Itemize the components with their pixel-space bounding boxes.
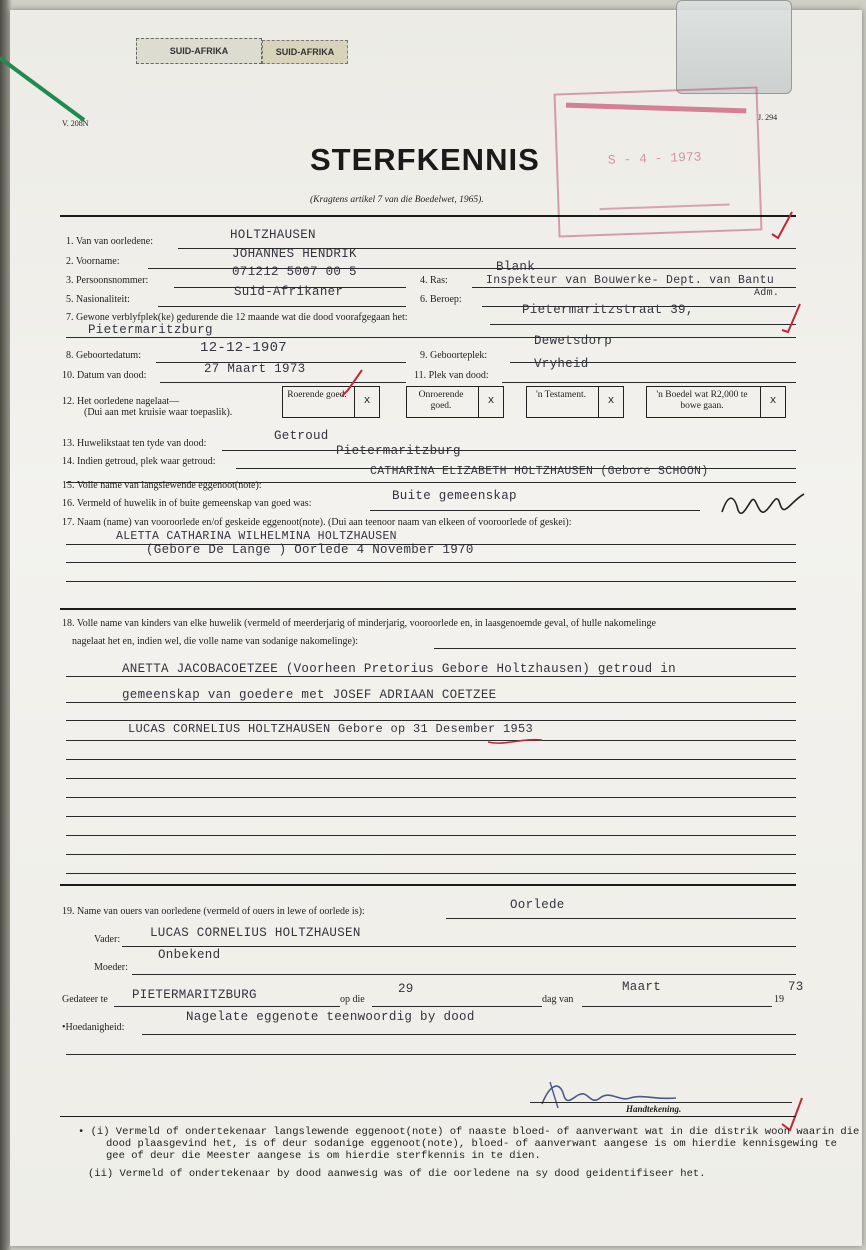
document-page <box>10 10 862 1246</box>
residence-value-cont: Pietermaritzburg <box>88 323 213 337</box>
field-label: 2. Voorname: <box>66 256 120 267</box>
checkbox-label: Onroerende goed. <box>418 390 464 411</box>
child-1-value-cont: gemeenskap van goedere met JOSEF ADRIAAN COETZEE <box>122 688 497 702</box>
signature-line <box>530 1102 792 1103</box>
prior-spouse-value-cont: (Gebore De Lange ) Oorlede 4 November 1970 <box>146 543 474 557</box>
field-label: 16. Vermeld of huwelik in of buite gemeenskap van goed was: <box>62 498 312 509</box>
field-label: 18. Volle name van kinders van elke huwelik (vermeld of meerderjarig of minderjarig, vooroorlede en, in laasgenoemde geval, of hulle nakomelinge <box>62 618 656 629</box>
field-label-cont: nagelaat het en, indien wel, die volle name van sodanige nakomelinge): <box>72 636 359 647</box>
gedateer-label: Gedateer te <box>62 994 108 1005</box>
field-label: Moeder: <box>94 962 128 973</box>
child-1-value: ANETTA JACOBACOETZEE (Voorheen Pretorius Gebore Holtzhausen) getroud in <box>122 662 676 676</box>
year-prefix: 19 <box>774 994 784 1005</box>
id-number-value: 071212 5007 00 5 <box>232 265 357 279</box>
checkbox-mark: x <box>598 387 623 417</box>
prior-spouse-value: ALETTA CATHARINA WILHELMINA HOLTZHAUSEN <box>116 530 397 543</box>
month-value: Maart <box>622 980 662 994</box>
hoedanigheid-label: •Hoedanigheid: <box>62 1022 125 1033</box>
field-underline <box>66 873 796 874</box>
field-underline <box>132 974 796 975</box>
birth-date-value: 12-12-1907 <box>200 340 288 356</box>
marriage-place-value: Pietermaritzburg <box>336 444 461 458</box>
form-code-right: J. 294 <box>758 113 778 122</box>
green-string-icon <box>0 50 100 130</box>
checkbox-testament[interactable] <box>526 386 624 418</box>
field-underline <box>66 835 796 836</box>
footnote-divider <box>60 1116 796 1117</box>
checkbox-immovable-goods[interactable] <box>406 386 504 418</box>
footnote-1: • (i) Vermeld of ondertekenaar langslewende eggenoot(note) of naaste bloed- of aanverwant wat in die distrik woon waarin die <box>78 1126 860 1138</box>
field-underline <box>66 778 796 779</box>
surname-value: HOLTZHAUSEN <box>230 228 316 242</box>
top-border <box>60 215 796 217</box>
checkbox-mark: x <box>354 387 379 417</box>
field-label: 10. Datum van dood: <box>62 370 147 381</box>
residence-value: Pietermaritzstraat 39, <box>522 303 694 317</box>
nationality-value: Suid-Afrikaner <box>234 285 344 299</box>
marriage-property-value: Buite gemeenskap <box>392 489 517 503</box>
field-underline <box>446 918 796 919</box>
death-place-value: Vryheid <box>534 357 589 371</box>
field-underline <box>582 1006 772 1007</box>
red-check-icon <box>340 368 370 400</box>
field-label: 12. Het oorledene nagelaat— <box>62 396 180 407</box>
field-label: Vader: <box>94 934 121 945</box>
mother-value: Onbekend <box>158 948 221 962</box>
field-underline <box>66 854 796 855</box>
red-check-icon <box>768 208 798 244</box>
dag-van-label: dag van <box>542 994 574 1005</box>
field-underline <box>66 759 796 760</box>
field-underline <box>66 562 796 563</box>
field-underline <box>66 797 796 798</box>
checkbox-mark: x <box>760 387 785 417</box>
death-date-value: 27 Maart 1973 <box>204 362 306 376</box>
occupation-value-cont: Adm. <box>754 288 780 299</box>
field-underline <box>472 287 796 288</box>
field-label: 17. Naam (name) van vooroorlede en/of geskeide eggenoot(note). (Dui aan teenoor naam van elkeen of vooroorlede of geskei): <box>62 517 572 528</box>
field-label: 4. Ras: <box>420 275 448 286</box>
field-label: 1. Van van oorledene: <box>66 236 154 247</box>
field-underline <box>66 1054 796 1055</box>
stamp-text: SUID-AFRIKA <box>275 47 335 57</box>
handtekening-label: Handtekening. <box>626 1104 682 1114</box>
field-underline <box>66 337 796 338</box>
section-divider <box>60 884 796 886</box>
race-value: Blank <box>496 260 536 274</box>
footnote-2: (ii) Vermeld of ondertekenaar by dood aanwesig was of die oorledene na sy dood geidentifiseer het. <box>88 1168 706 1180</box>
first-names-value: JOHANNES HENDRIK <box>232 247 357 261</box>
capacity-value: Nagelate eggenote teenwoordig by dood <box>186 1010 475 1024</box>
year-value: 73 <box>788 980 804 994</box>
op-die-label: op die <box>340 994 365 1005</box>
field-underline <box>502 382 796 383</box>
checkbox-estate-value[interactable] <box>646 386 786 418</box>
field-label: 13. Huwelikstaat ten tyde van dood: <box>62 438 207 449</box>
footnote-1-cont: dood plaasgevind het, is of deur sodanige eggenoot(note), bloed- of aanverwant aangese is om hierdie kennisgewing te <box>106 1138 837 1150</box>
field-label: 9. Geboorteplek: <box>420 350 488 361</box>
field-underline <box>222 450 796 451</box>
field-underline <box>66 676 796 677</box>
section-divider <box>60 608 796 610</box>
field-underline <box>158 306 406 307</box>
place-signed-value: PIETERMARITZBURG <box>132 988 257 1002</box>
father-value: LUCAS CORNELIUS HOLTZHAUSEN <box>150 926 361 940</box>
field-underline <box>372 1006 542 1007</box>
field-label: 14. Indien getroud, plek waar getroud: <box>62 456 216 467</box>
checkbox-label: 'n Testament. <box>536 390 586 400</box>
day-value: 29 <box>398 982 414 996</box>
parents-status-value: Oorlede <box>510 898 565 912</box>
handwritten-initials-icon <box>718 484 808 524</box>
stamp-text: SUID-AFRIKA <box>169 46 229 56</box>
field-label: 19. Name van ouers van oorledene (vermeld of ouers in lewe of oorlede is): <box>62 906 365 917</box>
postage-stamp-left <box>136 38 262 64</box>
field-label: 6. Beroep: <box>420 294 462 305</box>
paper-clip-icon <box>676 0 792 94</box>
field-underline <box>66 740 796 741</box>
field-label: 3. Persoonsnommer: <box>66 275 149 286</box>
field-underline <box>66 816 796 817</box>
footnote-1-cont2: gee of deur die Meester aangese is om hierdie sterfkennis in te dien. <box>106 1150 541 1162</box>
field-underline <box>66 702 796 703</box>
red-check-icon <box>778 302 808 338</box>
field-hint: (Dui aan met kruisie waar toepaslik). <box>84 407 233 418</box>
field-underline <box>370 510 700 511</box>
field-underline <box>66 581 796 582</box>
document-title: STERFKENNIS <box>310 142 540 177</box>
marital-status-value: Getroud <box>274 429 329 443</box>
field-underline <box>114 1006 340 1007</box>
stamp-marks-icon <box>556 89 761 236</box>
document-subtitle: (Kragtens artikel 7 van die Boedelwet, 1965). <box>310 195 484 205</box>
form-code-left: V. 208N <box>62 119 89 128</box>
red-underline-icon <box>486 734 546 748</box>
field-underline <box>122 946 796 947</box>
svg-text:S - 4 - 1973: S - 4 - 1973 <box>607 149 702 168</box>
field-label: 7. Gewone verblyfplek(ke) gedurende die 12 maande wat die dood voorafgegaan het: <box>66 312 408 323</box>
field-underline <box>434 648 796 649</box>
child-2-value: LUCAS CORNELIUS HOLTZHAUSEN Gebore op 31 Desember 1953 <box>128 722 534 736</box>
checkbox-mark: x <box>478 387 503 417</box>
field-label: 5. Nasionaliteit: <box>66 294 130 305</box>
field-label: 15. Volle name van langslewende eggenoot(note): <box>62 480 262 491</box>
spouse-value: CATHARINA ELIZABETH HOLTZHAUSEN (Gebore SCHOON) <box>370 465 709 478</box>
postage-stamp-right <box>262 40 348 64</box>
field-underline <box>490 324 796 325</box>
occupation-value: Inspekteur van Bouwerke- Dept. van Bantu <box>486 274 775 287</box>
checkbox-label: 'n Boedel wat R2,000 te bowe gaan. <box>656 390 748 411</box>
field-label: 11. Plek van dood: <box>414 370 489 381</box>
field-underline <box>142 1034 796 1035</box>
field-label: 8. Geboortedatum: <box>66 350 141 361</box>
birth-place-value: Dewetsdorp <box>534 334 613 348</box>
field-underline <box>66 720 796 721</box>
checkbox-label: Roerende goed. <box>287 390 347 400</box>
